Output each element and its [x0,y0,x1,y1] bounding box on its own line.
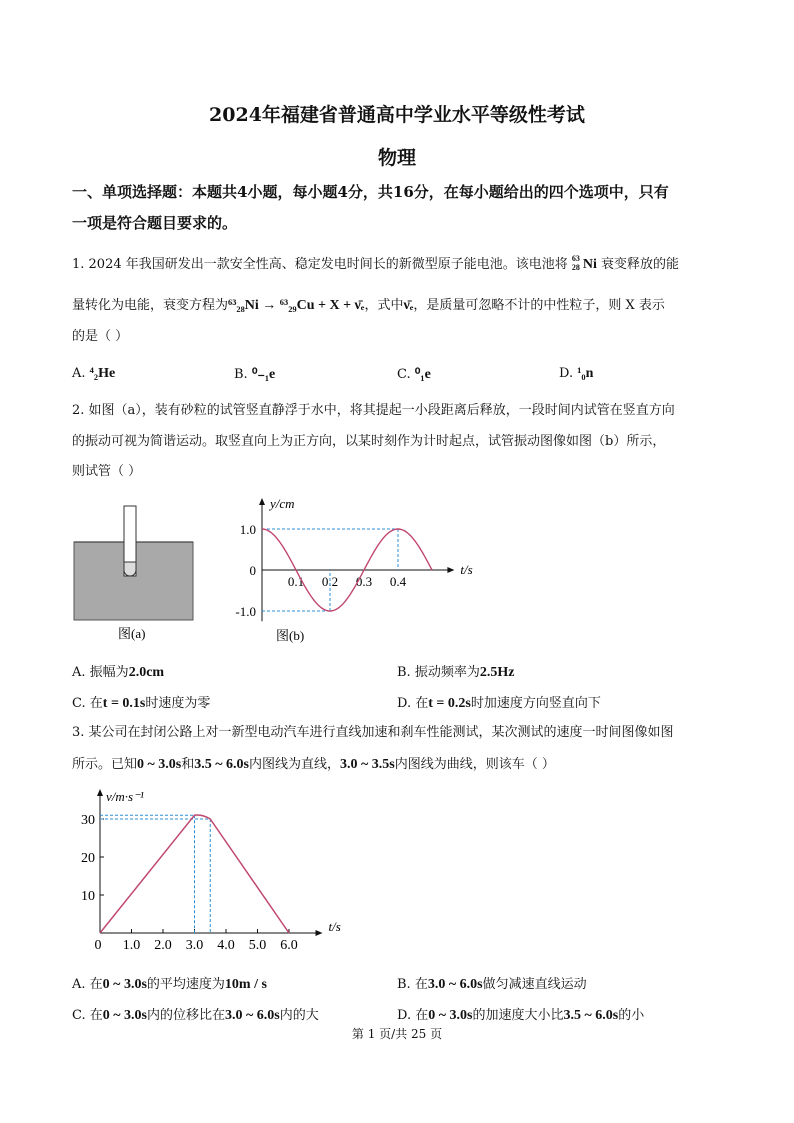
x-tick-label: 0.3 [355,574,373,589]
page-title: 2024年福建省普通高中学业水平等级性考试 [209,104,585,126]
section-heading-line1: 一、单项选择题：本题共4小题，每小题4分，共16分，在每小题给出的四个选项中，只有 [72,183,669,201]
x-axis-arrow [316,930,323,936]
y-axis-arrow [259,498,265,505]
figure-a-caption: 图(a) [118,626,146,641]
x-axis-label: t/s [328,919,341,934]
x-tick-label: 1.0 [122,938,141,953]
q3-option-d[interactable]: D. 在0 ~ 3.0s的加速度大小比3.5 ~ 6.0s的小 [397,1008,645,1023]
q3-option-b[interactable]: B. 在3.0 ~ 6.0s做匀减速直线运动 [397,977,587,992]
q1-line1 [72,255,679,275]
x-tick-label: 5.0 [248,938,267,953]
q3-option-a[interactable]: A. 在0 ~ 3.0s的平均速度为10m / s [72,977,267,992]
q1-option-d[interactable]: D. ¹₀n [559,366,594,381]
q2-option-a[interactable]: A. 振幅为2.0cm [72,665,165,680]
q3-option-c[interactable]: C. 在0 ~ 3.0s内的位移比在3.0 ~ 6.0s内的大 [72,1008,319,1023]
x-axis-label: t/s [460,562,473,577]
q1-text-b: 衰变释放的能 [601,257,680,272]
x-tick-label: 3.0 [185,938,204,953]
q1-option-c[interactable]: C. ⁰₁e [397,367,431,382]
x-tick-label: 0.1 [287,574,305,589]
x-tick-label: 0.2 [321,574,339,589]
section-heading [72,179,732,236]
y-axis-arrow [97,789,103,796]
decay-equation: ⁶³₂₈Ni → ⁶³₂₉Cu + X + ν̄ₑ [228,298,365,313]
y-tick-label: -1.0 [235,604,256,619]
x-tick-label: 0 [94,938,102,953]
section-heading-line2: 一项是符合题目要求的。 [72,214,238,232]
subject-title: 物理 [377,147,416,169]
q2-line3: 则试管（ ） [72,464,142,479]
y-tick-label: 1.0 [239,522,256,537]
q3-line1: 3. 某公司在封闭公路上对一新型电动汽车进行直线加速和刹车性能测试，某次测试的速度一时间图像如图 [72,725,674,740]
q2-option-c[interactable]: C. 在t = 0.1s时速度为零 [72,696,211,711]
y-tick-label: 20 [81,851,95,866]
q1-nuclide: 63 28 Ni [571,254,597,272]
x-tick-label: 0.4 [389,574,407,589]
x-tick-label: 4.0 [217,938,235,953]
x-axis-arrow [447,567,454,573]
vt-chart [70,783,360,953]
q1-option-a[interactable]: A. ⁴₂He [72,366,116,381]
q2-option-b[interactable]: B. 振动频率为2.5Hz [397,665,515,680]
q2-option-d[interactable]: D. 在t = 0.2s时加速度方向竖直向下 [397,696,601,711]
q1-text-a: 1. 2024 年我国研发出一款安全性高、稳定发电时间长的新微型原子能电池。该电池将 [72,257,568,272]
q1-line3: 的是（ ） [72,329,129,344]
y-tick-label: 0 [249,563,256,578]
figure-b-caption: 图(b) [276,628,305,643]
y-tick-label: 30 [81,813,95,828]
x-tick-label: 2.0 [154,938,172,953]
y-axis-label: y/cm [270,496,295,511]
q2-line2: 的振动可视为简谐运动。取竖直向上为正方向，以某时刻作为计时起点，试管振动图像如图（b）所示， [72,434,666,449]
y-axis-label: v/m·s⁻¹ [106,789,144,804]
q1-line2: 量转化为电能，衰变方程为⁶³₂₈Ni → ⁶³₂₉Cu + X + ν̄ₑ，式中ν̄ₑ，是质量可忽略不计的中性粒子，则 X 表示 [72,298,665,313]
q3-line2: 所示。已知0 ~ 3.0s和3.5 ~ 6.0s内图线为直线，3.0 ~ 3.5s内图线为曲线，则该车（ ） [72,757,555,772]
figure-a-test-tube [70,500,200,650]
sand-in-tube [124,562,136,576]
q1-option-b[interactable]: B. ⁰₋₁e [234,367,276,382]
figure-b-chart [222,494,482,654]
neutrino-symbol: ν̄ₑ [403,298,414,313]
q2-line1: 2. 如图（a），装有砂粒的试管竖直静浮于水中，将其提起一小段距离后释放，一段时间内试管在竖直方向 [72,403,675,418]
x-tick-label: 6.0 [280,938,298,953]
y-tick-label: 10 [81,889,95,904]
page-footer: 第 1 页/共 25 页 [351,1027,443,1041]
